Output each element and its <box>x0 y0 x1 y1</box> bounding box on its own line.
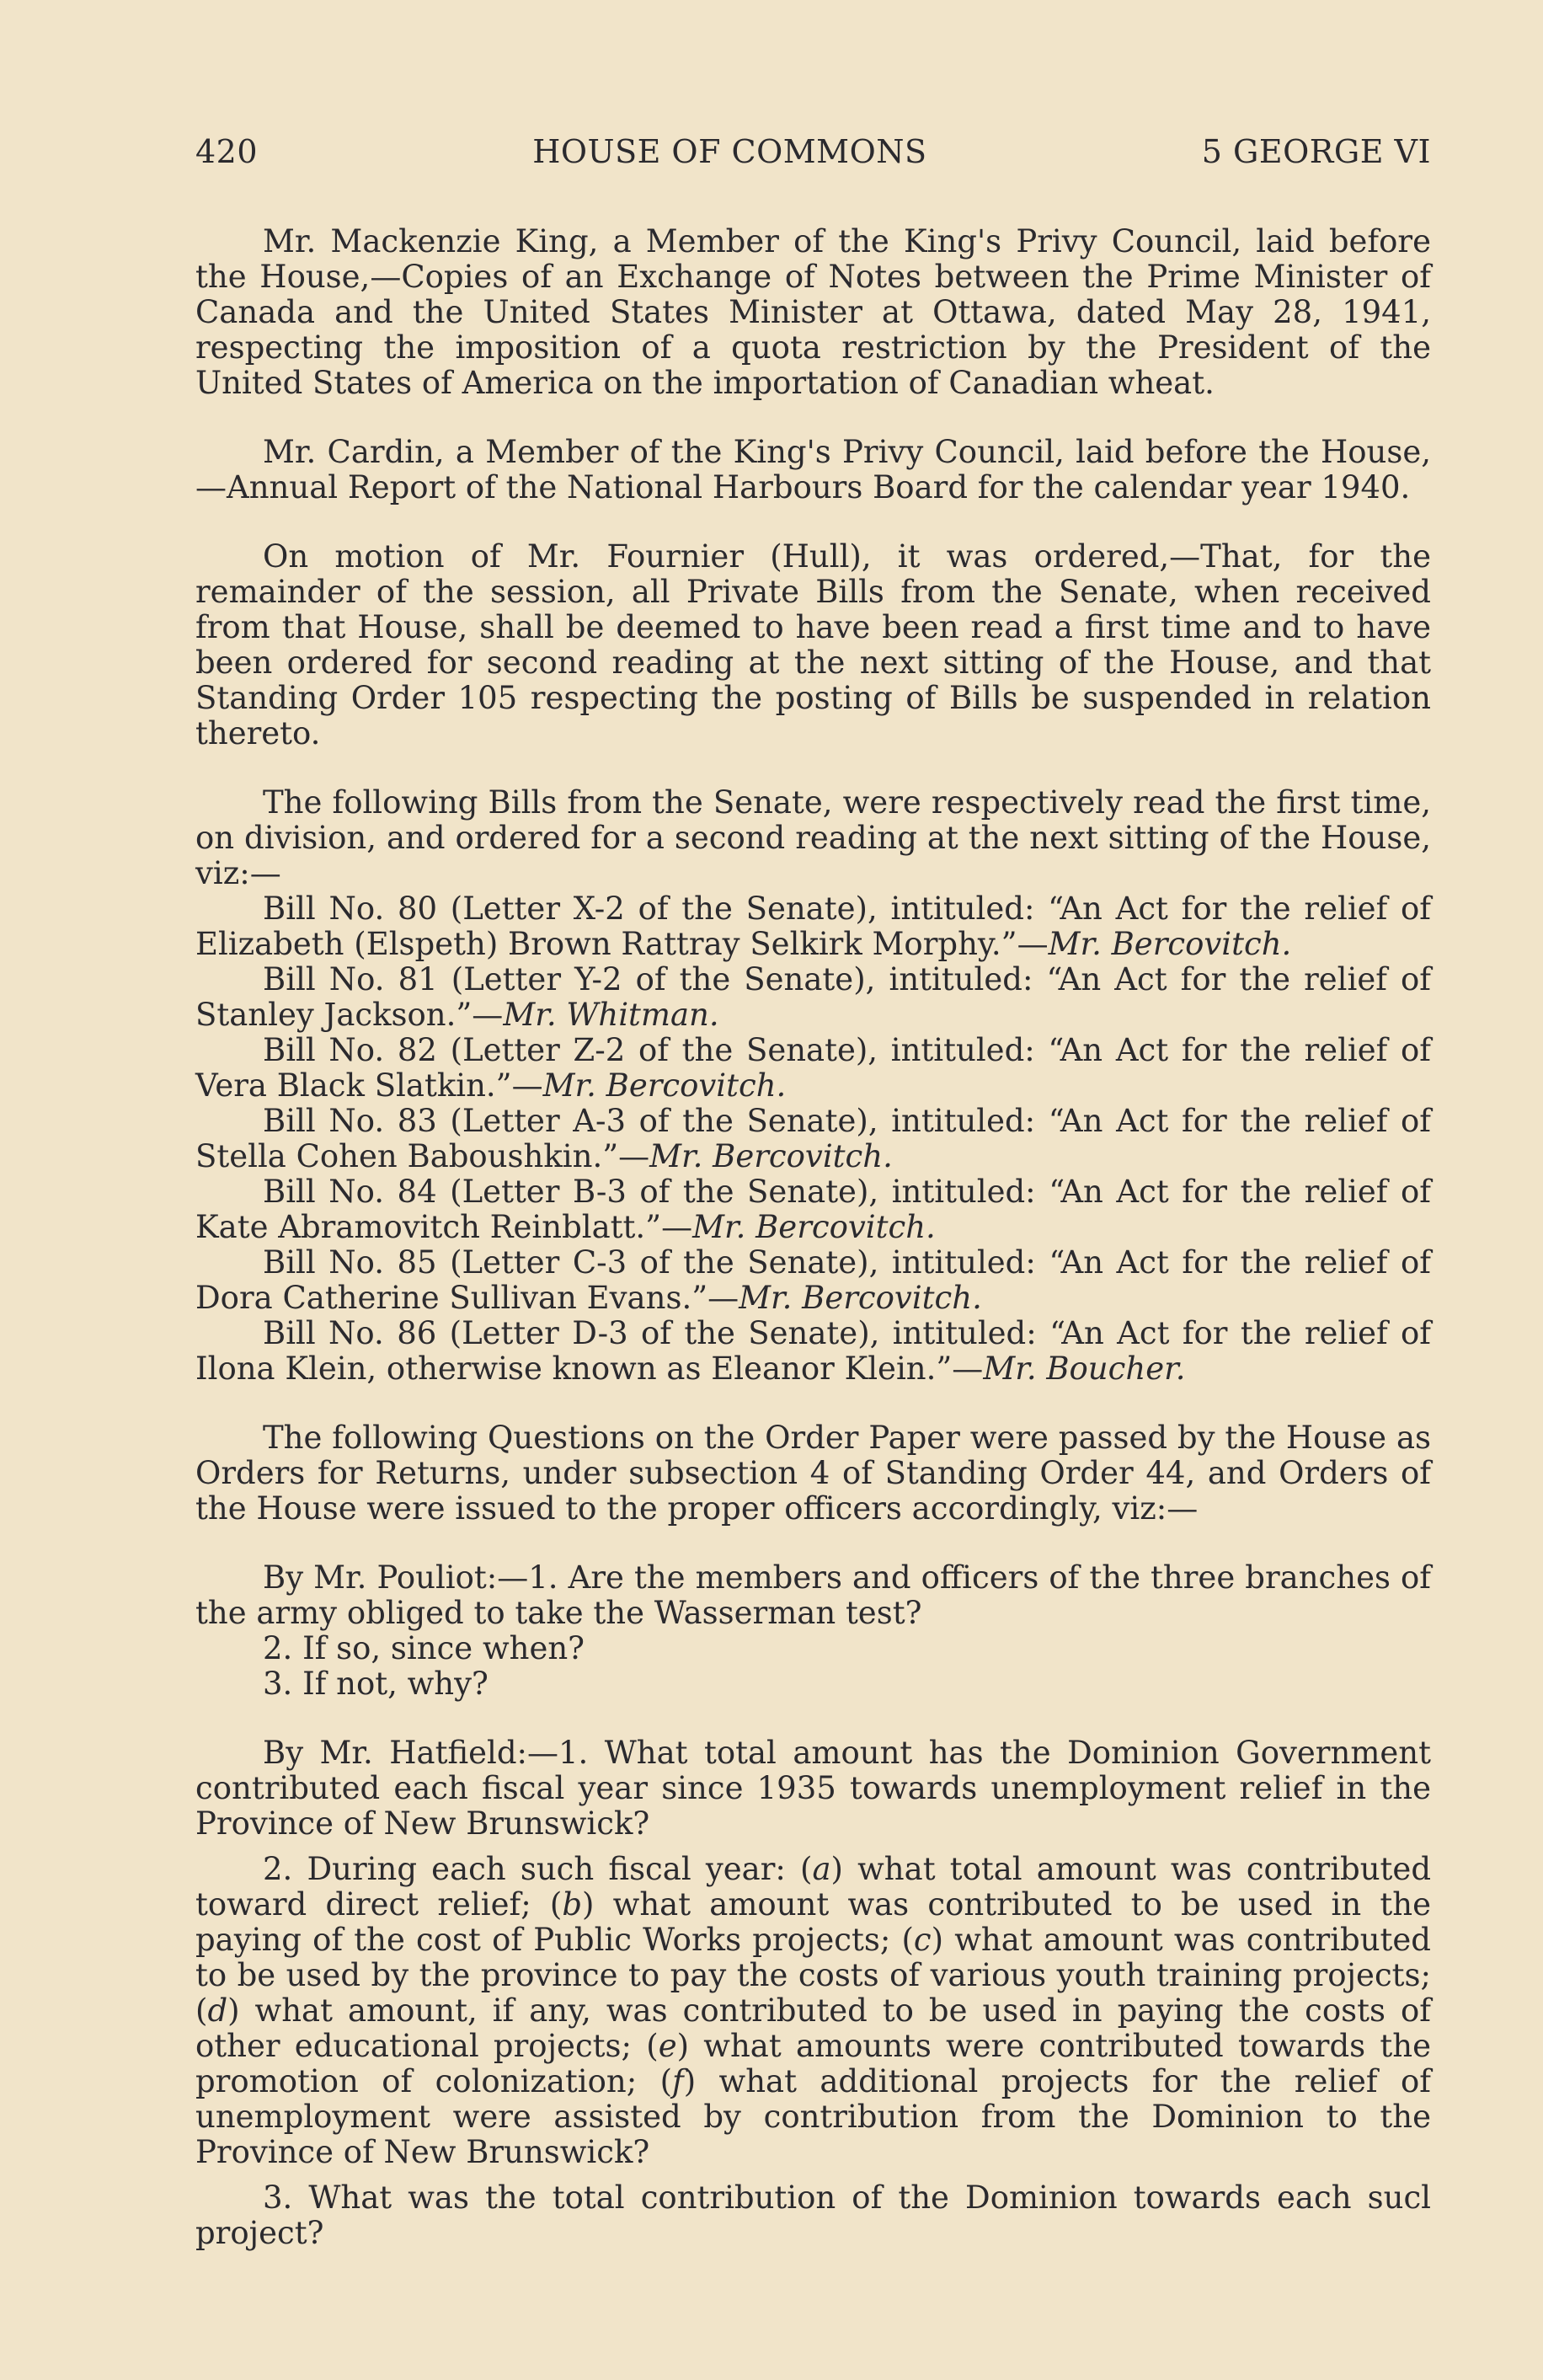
paragraph-fournier-motion: On motion of Mr. Fournier (Hull), it was ordered,—That, for the remainder of the session, all Private Bills from the Senate, when received from that House, shall be deemed to have been read a first time and to have been ordered for second reading at the next sitting of the House, and that Standing Order 105 respecting the posting of Bills be suspended in relation thereto. <box>195 538 1431 751</box>
paragraph-king-notes: Mr. Mackenzie King, a Member of the King's Privy Council, laid before the House,—Copies of an Exchange of Notes between the Prime Minister of Canada and the United States Minister at Ottawa, dated May 28, 1941, respecting the imposition of a quota restriction by the President of the United States of America on the importation of Canadian wheat. <box>195 223 1431 401</box>
question-pouliot-2: 2. If so, since when? <box>263 1630 585 1666</box>
bill-item: Bill No. 84 (Letter B-3 of the Senate), intituled: “An Act for the relief of Kate Abramovitch Reinblatt.”—Mr. Bercovitch. <box>195 1174 1431 1245</box>
bill-item: Bill No. 86 (Letter D-3 of the Senate), intituled: “An Act for the relief of Ilona Klein, otherwise known as Eleanor Klein.”—Mr. Boucher. <box>195 1315 1431 1387</box>
bill-item: Bill No. 83 (Letter A-3 of the Senate), intituled: “An Act for the relief of Stella Cohen Baboushkin.”—Mr. Bercovitch. <box>195 1103 1431 1174</box>
body-text <box>195 224 1431 2251</box>
paragraph-bills-intro: The following Bills from the Senate, were respectively read the first time, on division, and ordered for a second reading at the next sitting of the House, viz:— <box>195 784 1431 891</box>
question-pouliot-1: By Mr. Pouliot:—1. Are the members and officers of the three branches of the army obliged to take the Wasserman test? <box>195 1559 1431 1631</box>
paragraph-cardin-report: Mr. Cardin, a Member of the King's Privy Council, laid before the House,—Annual Report of the National Harbours Board for the calendar year 1940. <box>195 434 1431 505</box>
question-hatfield-3: 3. What was the total contribution of the Dominion towards each sucl project? <box>195 2179 1431 2251</box>
page-number: 420 <box>195 133 259 170</box>
question-hatfield-1: By Mr. Hatfield:—1. What total amount has the Dominion Government contributed each fiscal year since 1935 towards unemployment relief in the Province of New Brunswick? <box>195 1735 1431 1842</box>
bill-item: Bill No. 85 (Letter C-3 of the Senate), intituled: “An Act for the relief of Dora Catherine Sullivan Evans.”—Mr. Bercovitch. <box>195 1244 1431 1316</box>
paragraph-questions-intro: The following Questions on the Order Paper were passed by the House as Orders for Returns, under subsection 4 of Standing Order 44, and Orders of the House were issued to the proper officers accordingly, viz:— <box>195 1420 1431 1527</box>
question-hatfield-2: 2. During each such fiscal year: (a) what total amount was contributed toward direct relief; (b) what amount was contributed to be used in the paying of the cost of Public Works projects; (c) what amount was contributed to be used by the province to pay the costs of various youth training projects; (d) what amount, if any, was contributed to be used in paying the costs of other educational projects; (e) what amounts were contributed towards the promotion of colonization; (f) what additional projects for the relief of unemployment were assisted by contribution from the Dominion to the Province of New Brunswick? <box>195 1851 1432 2170</box>
journal-title: HOUSE OF COMMONS <box>532 133 927 170</box>
bill-list <box>195 891 1431 1387</box>
bill-item: Bill No. 81 (Letter Y-2 of the Senate), intituled: “An Act for the relief of Stanley Jackson.”—Mr. Whitman. <box>195 961 1431 1033</box>
bill-item: Bill No. 80 (Letter X-2 of the Senate), intituled: “An Act for the relief of Elizabeth (Elspeth) Brown Rattray Selkirk Morphy.”—Mr. Bercovitch. <box>195 890 1431 962</box>
bill-item: Bill No. 82 (Letter Z-2 of the Senate), intituled: “An Act for the relief of Vera Black Slatkin.”—Mr. Bercovitch. <box>195 1032 1431 1104</box>
question-pouliot-3: 3. If not, why? <box>263 1666 489 1702</box>
regnal-year: 5 GEORGE VI <box>1201 133 1431 170</box>
running-head <box>195 133 1431 175</box>
